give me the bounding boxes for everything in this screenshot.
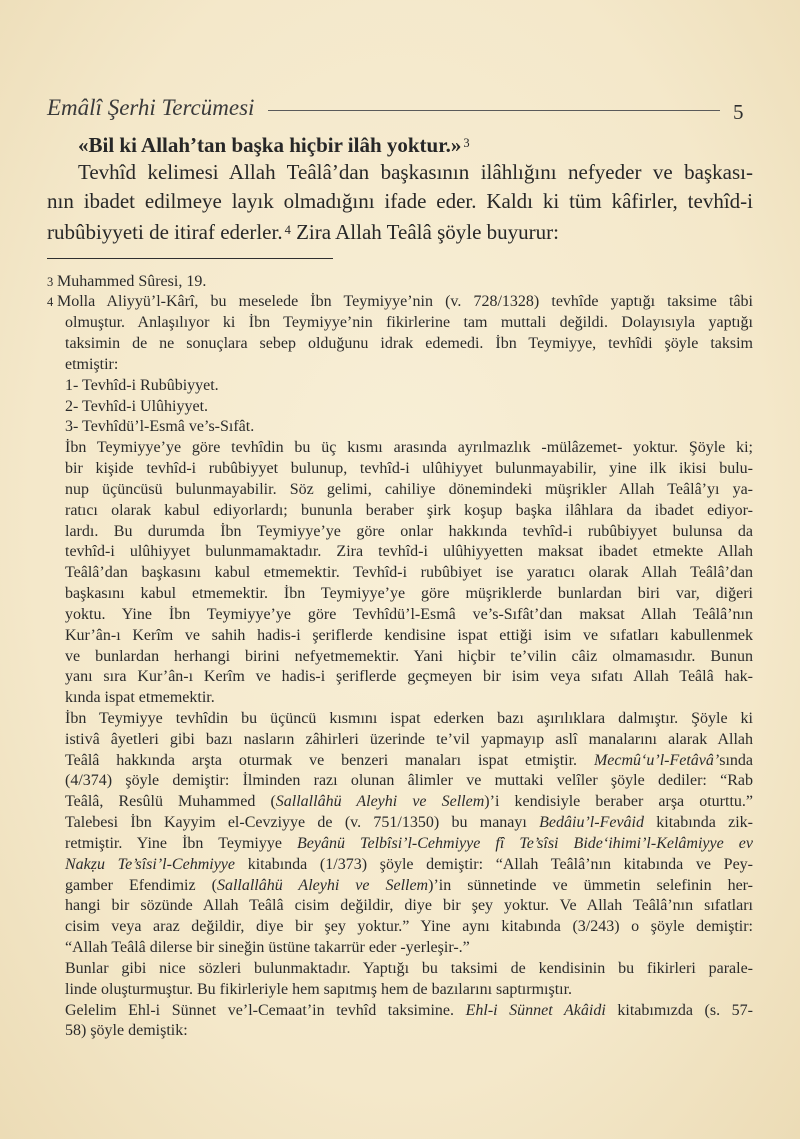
text-run: kitabımızda (s. 57- [605, 1001, 753, 1019]
footnote-line [47, 397, 753, 418]
main-paragraph [47, 158, 753, 245]
footnote-line [47, 667, 753, 688]
footnote-line [47, 813, 753, 834]
text-run: etmiştir: [65, 355, 119, 373]
text-run: nup üçüncüsü bulunmayabilir. Söz gelimi, cahiliye dönemindeki müşrikler Allah Teâlâ’yı ya- [65, 480, 753, 498]
italic-run: Mecmû‘u’l-Fetâvâ’ [593, 751, 720, 769]
text-run: istivâ âyetleri gibi bazı nasların zâhirleri üzerinde te’vil yapmayıp aslî manalarını alarak Allah [65, 730, 753, 748]
heading-text: «Bil ki Allah’tan başka hiçbir ilâh yoktur.» [78, 133, 462, 157]
quoted-heading [47, 129, 753, 158]
text-run: rubûbiyyeti de itiraf ederler. [47, 220, 283, 244]
text-run: Tevhîd kelimesi Allah Teâlâ’dan başkasının ilâhlığını nefyeder ve başkası- [78, 160, 753, 184]
text-run: gamber Efendimiz ( [65, 876, 217, 894]
footnote-line [47, 501, 753, 522]
text-run: Teâlâ hakkında arşta oturmak ve benzeri manaları ispat etmiştir. [65, 751, 594, 769]
text-run: hangi bir sözünde Allah Teâlâ cisim değildir, diye bir şey yoktur. Ve Allah Teâlâ’nın sıfatları [65, 897, 753, 915]
text-run: Kur’ân-ı Kerîm ve sahih hadis-i şeriflerde kendisine ispat ettiği isim ve sıfatları kabullenmek [65, 626, 753, 644]
text-run: Teâlâ’dan başkasını kabul etmemektir. Tevhîd-i rubûbiyet ise yaratıcı olarak Allah Teâlâ’dan [65, 564, 753, 582]
text-run: olmuştur. Anlaşılıyor ki İbn Teymiyye’nin fikirlerine tam muttali değildi. Dolayısıyla yaptığı [65, 314, 753, 332]
text-run: sında [719, 751, 753, 769]
italic-run: Ehl-i Sünnet Akâidi [465, 1001, 606, 1019]
text-run: (4/374) şöyle demiştir: İlminden razı olunan âlimler ve muttaki velîler şöyle dediler: “Rab [65, 772, 753, 790]
footnote-line [47, 959, 753, 980]
text-run: )’in sünnetinde ve ümmetin selefinin her- [428, 876, 754, 894]
footnote-line [47, 438, 753, 459]
text-run: ve bunlardan herhangi birini nefyetmemektir. Yani hiçbir te’vilin câiz olmamasıdır. Bunun [65, 647, 753, 665]
text-run: tevhîd-i ulûhiyyet bulunmamaktadır. Zira tevhîd-i ulûhiyyetten maksat ibadet etmekte Allah [65, 543, 753, 561]
footnote-line [47, 896, 753, 917]
footnote-line [47, 834, 753, 855]
footnote-line [47, 1001, 753, 1022]
footnote-line [47, 647, 753, 668]
footnote-line [47, 980, 753, 1001]
running-title: Emâlî Şerhi Tercümesi [47, 95, 255, 120]
text-run: “Allah Teâlâ dilerse bir sineğin üstüne takarrür eder -yerleşir-.” [65, 939, 470, 957]
footnote-line [47, 480, 753, 501]
footnote-line [47, 917, 753, 938]
text-run: İbn Teymiyye tevhîdin bu üçüncü kısmını ispat ederken bazı aşırılıklara dalmıştır. Şöyle ki [65, 709, 753, 727]
text-run: nın ibadet edilmeye layık olmadığını ifade eder. Kaldı ki tüm kâfirler, tevhîd-i [47, 189, 753, 213]
text-run: taksimin de ne sonuçlara sebep olduğunu idrak edemedi. İbn Teymiyye, tevhîdi şöyle taksim [65, 335, 753, 353]
footnote-line [47, 355, 753, 376]
text-run: Bunlar gibi nice sözleri bulunmaktadır. Yaptığı bu taksimi de kendisinin bu fikirleri parale- [65, 959, 753, 977]
footnote-line [47, 605, 753, 626]
text-run: yoktu. Yine İbn Teymiyye’ye göre Tevhîdü’l-Esmâ ve’s-Sıfât’dan maksat Allah Teâlâ’nın [65, 605, 753, 623]
text-run: 58) şöyle demiştik: [65, 1022, 188, 1040]
text-run: Teâlâ, Resûlü Muhammed ( [65, 793, 276, 811]
footnote-line [47, 709, 753, 730]
text-run: linde oluşturmuştur. Bu fikirleriyle hem sapıtmış hem de bazılarını saptırmıştır. [65, 980, 573, 998]
text-run: 1- Tevhîd-i Rubûbiyyet. [65, 376, 219, 394]
footnote-line [47, 584, 753, 605]
text-run: 3- Tevhîdü’l-Esmâ ve’s-Sıfât. [65, 418, 255, 436]
footnote-line [47, 938, 753, 959]
text-run: kında ispat etmemektir. [65, 689, 215, 707]
footnote-line [47, 376, 753, 397]
text-run: kitabında (1/373) şöyle demiştir: “Allah Teâlâ’nın kitabında ve Pey- [235, 855, 753, 873]
footnote-line [47, 1021, 753, 1042]
text-run: bir kişide tevhîd-i rubûbiyyet bulunup, tevhîd-i ulûhiyyet bulunmayabilir, yine ilk ikisi bulu- [65, 460, 753, 478]
footnote-number: 3 [47, 274, 54, 289]
footnote-line [47, 751, 753, 772]
text-run: retmiştir. Yine İbn Teymiyye [65, 834, 298, 852]
footnote-line [47, 876, 753, 897]
italic-run: Sallallâhü Aleyhi ve Sellem [216, 876, 429, 894]
footnote-number: 4 [47, 295, 54, 310]
text-run: 2- Tevhîd-i Ulûhiyyet. [65, 397, 209, 415]
text-run: Gelelim Ehl-i Sünnet ve’l-Cemaat’in tevhîd taksimine. [65, 1001, 466, 1019]
text-run: yanı sıra Kur’ân-ı Kerîm ve hadis-i şeriflerde geçmeyen bir isim veya sıfatı Allah Teâlâ hak- [65, 668, 753, 686]
main-text-line [47, 216, 753, 245]
text-run: ratıcı olarak kabul ediyorlardı; bununla beraber şirk koşup başka ilâhlara da ibadet ediyor- [65, 501, 753, 519]
footnote-ref: 4 [284, 223, 291, 237]
footnote-line [47, 792, 753, 813]
text-run: Molla Aliyyü’l-Kârî, bu meselede İbn Teymiyye’nin (v. 728/1328) tevhîde yaptığı taksime tâbi [57, 293, 753, 311]
italic-run: Sallallâhü Aleyhi ve Sellem [275, 793, 485, 811]
footnote-line [47, 522, 753, 543]
header-rule [268, 110, 720, 111]
text-run: Talebesi İbn Kayyim el-Cevziyye de (v. 751/1350) bu manayı [65, 814, 540, 832]
footnote-line [47, 626, 753, 647]
footnotes [47, 272, 753, 1043]
main-text-line [47, 158, 753, 187]
text-run: kitabında zik- [644, 814, 753, 832]
footnote-line [47, 730, 753, 751]
text-run: Muhammed Sûresi, 19. [57, 272, 207, 290]
text-run: lardı. Bu durumda İbn Teymiyye’ye göre onlar hakkında tevhîd-i rubûbiyyet bulunsa da [65, 522, 753, 540]
footnote-line [47, 459, 753, 480]
footnote-line [47, 771, 753, 792]
footnote-line [47, 563, 753, 584]
italic-run: Nakẓu Te’sîsi’l-Cehmiyye [65, 855, 236, 873]
footnote-line [47, 313, 753, 334]
italic-run: Bedâiu’l-Fevâid [539, 814, 644, 832]
text-run: )’i kendisiyle beraber arşa oturttu.” [484, 793, 754, 811]
footnote-ref: 3 [463, 136, 470, 150]
footnote-line [47, 688, 753, 709]
footnote-line [47, 855, 753, 876]
page-number: 5 [733, 100, 744, 124]
footnote-line [47, 334, 753, 355]
text-run: Zira Allah Teâlâ şöyle buyurur: [290, 220, 559, 244]
main-text [47, 129, 753, 245]
text-run: başkasını kabul etmemektir. İbn Teymiyye’ye göre müşriklerde bunlardan biri var, diğeri [65, 585, 753, 603]
footnote-line [47, 542, 753, 563]
italic-run: Beyânü Telbîsi’l-Cehmiyye fî Te’sîsi Bide‘ihimi’l-Kelâmiyye ev [297, 834, 753, 852]
main-text-line [47, 187, 753, 216]
text-run: İbn Teymiyye’ye göre tevhîdin bu üç kısmı arasında ayrılmazlık -mülâzemet- yoktur. Şöyle ki; [65, 439, 753, 457]
footnote-separator [47, 258, 333, 259]
footnote-line [47, 417, 753, 438]
footnote-line [47, 272, 753, 293]
text-run: cisim veya araz değildir, diye bir şey yoktur.” Yine aynı kitabında (3/243) o şöyle demiştir: [65, 918, 753, 936]
footnote-line [47, 292, 753, 313]
